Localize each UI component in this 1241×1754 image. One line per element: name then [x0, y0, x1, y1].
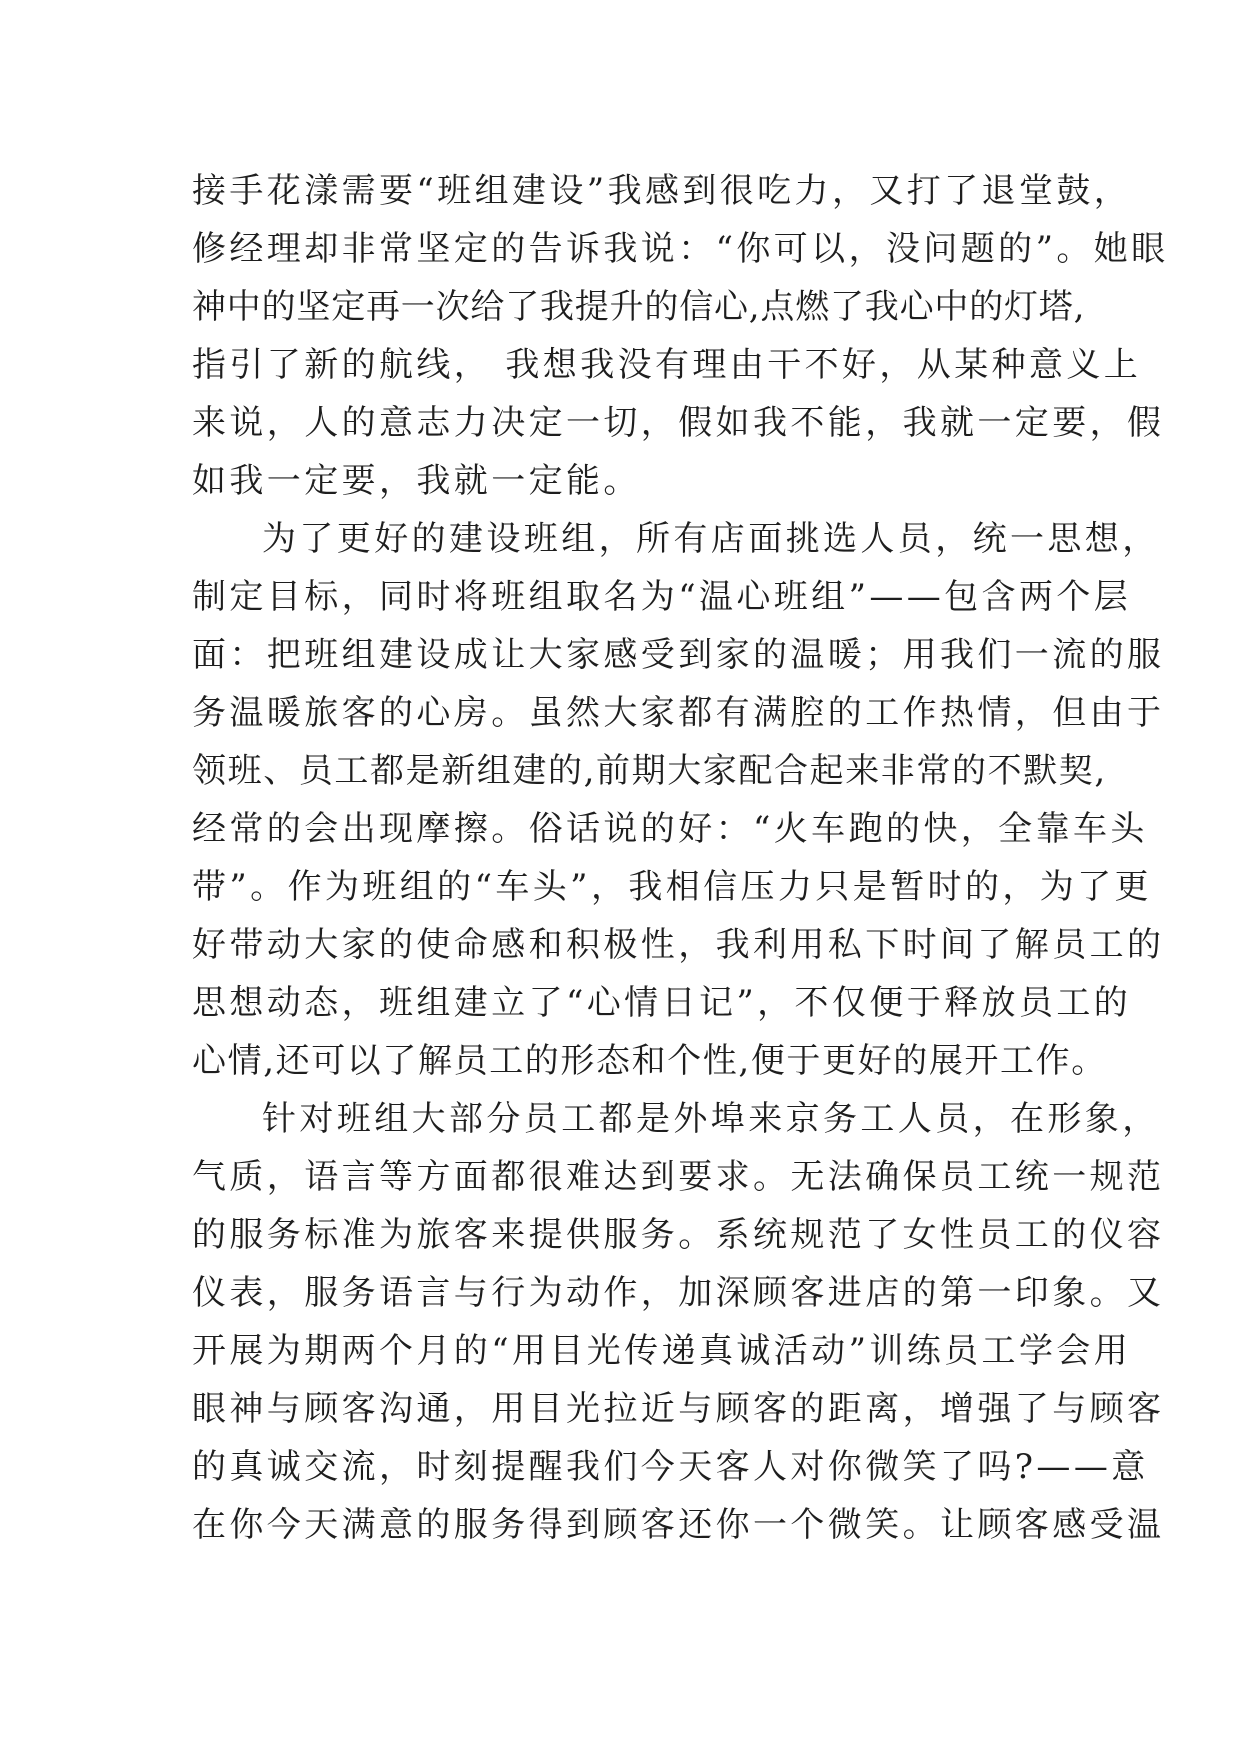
- paragraph-1-line-2: 修经理却非常坚定的告诉我说：“你可以，没问题的”。她眼: [192, 229, 1169, 269]
- paragraph-3-line-3: 的服务标准为旅客来提供服务。系统规范了女性员工的仪容: [192, 1215, 1165, 1255]
- paragraph-2-line-3: 面：把班组建设成让大家感受到家的温暖；用我们一流的服: [192, 635, 1165, 675]
- paragraph-3-line-7: 的真诚交流，时刻提醒我们今天客人对你微笑了吗?——意: [192, 1447, 1149, 1487]
- paragraph-2-line-7: 带”。作为班组的“车头”，我相信压力只是暂时的，为了更: [192, 867, 1152, 907]
- paragraph-2-line-9: 思想动态，班组建立了“心情日记”，不仅便于释放员工的: [192, 983, 1132, 1023]
- body-text: [192, 162, 1169, 1554]
- paragraph-1-line-3: 神中的坚定再一次给了我提升的信心,点燃了我心中的灯塔,: [192, 287, 1086, 327]
- paragraph-1-line-4: 指引了新的航线， 我想我没有理由干不好，从某种意义上: [192, 345, 1142, 385]
- paragraph-2-line-4: 务温暖旅客的心房。虽然大家都有满腔的工作热情，但由于: [192, 693, 1165, 733]
- paragraph-1-line-1: 接手花漾需要“班组建设”我感到很吃力，又打了退堂鼓，: [192, 171, 1132, 211]
- paragraph-3-line-2: 气质，语言等方面都很难达到要求。无法确保员工统一规范: [192, 1157, 1165, 1197]
- paragraph-3-line-8: 在你今天满意的服务得到顾客还你一个微笑。让顾客感受温: [192, 1505, 1165, 1545]
- paragraph-2-line-1: 为了更好的建设班组，所有店面挑选人员，统一思想，: [262, 519, 1160, 559]
- paragraph-2-line-5: 领班、员工都是新组建的,前期大家配合起来非常的不默契,: [192, 751, 1107, 791]
- paragraph-2-line-6: 经常的会出现摩擦。俗话说的好：“火车跑的快，全靠车头: [192, 809, 1148, 849]
- paragraph-2-line-8: 好带动大家的使命感和积极性，我利用私下时间了解员工的: [192, 925, 1165, 965]
- paragraph-2-line-10: 心情,还可以了解员工的形态和个性,便于更好的展开工作。: [192, 1041, 1107, 1081]
- paragraph-1-line-6: 如我一定要，我就一定能。: [192, 461, 641, 501]
- paragraph-3-line-5: 开展为期两个月的“用目光传递真诚活动”训练员工学会用: [192, 1331, 1132, 1371]
- paragraph-3-line-6: 眼神与顾客沟通，用目光拉近与顾客的距离，增强了与顾客: [192, 1389, 1165, 1429]
- paragraph-1-line-5: 来说，人的意志力决定一切，假如我不能，我就一定要，假: [192, 403, 1165, 443]
- paragraph-3-line-1: 针对班组大部分员工都是外埠来京务工人员，在形象，: [262, 1099, 1160, 1139]
- paragraph-3-line-4: 仪表，服务语言与行为动作，加深顾客进店的第一印象。又: [192, 1273, 1165, 1313]
- paragraph-2-line-2: 制定目标，同时将班组取名为“温心班组”——包含两个层: [192, 577, 1132, 617]
